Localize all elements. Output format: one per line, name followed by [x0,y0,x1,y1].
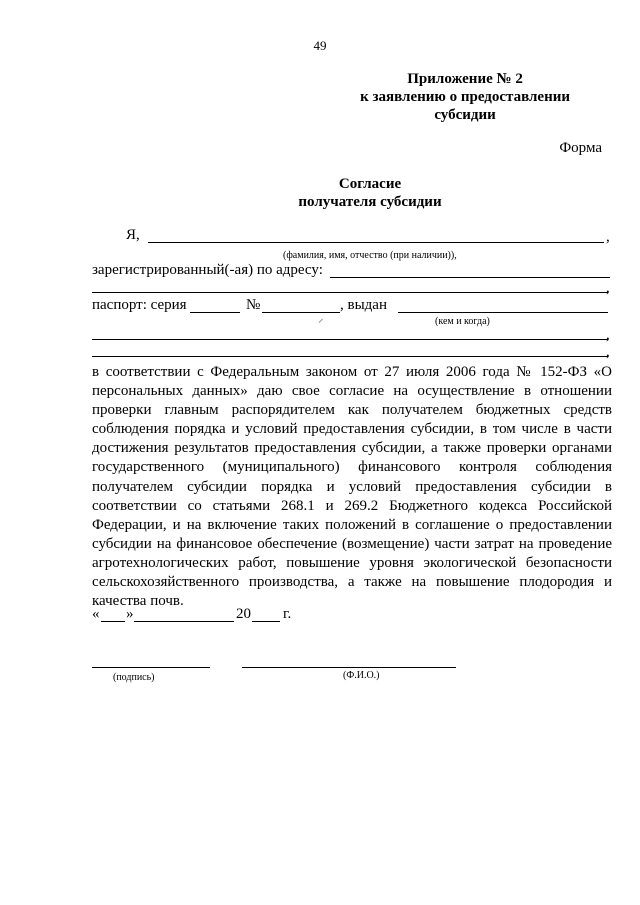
fio-signature-input-line[interactable] [242,667,456,668]
title-line-1: Согласие [338,176,402,192]
consent-body-text [92,363,612,611]
issued-by-input-line-2[interactable] [92,339,608,340]
consent-paragraph: в соответствии с Федеральным законом от 27 июля 2006 года № 152-ФЗ «О персональных данных» даю свое согласие на осуществление в отношении проверки главным распорядителем как получателем бюджетных средств соблюдения порядка и условий предоставления субсидии, в том числе в части достижения результатов предоставления субсидии, а также проверки органами государственного (муниципального) финансового контроля соблюдения получателем субсидии порядка и условий предоставления субсидии в соответствии со статьями 268.1 и 269.2 Бюджетного кодекса Российской Федерации, и на включение таких положений в соглашение о предоставлении субсидии на финансовое обеспечение (возмещение) части затрат на проведение агротехнологических работ, повышение уровня экологической безопасности сельскохозяйственного производства, а также на повышение плодородия и качества почв. [92,364,612,610]
passport-series-input-line[interactable] [190,312,240,313]
document-title [0,175,640,211]
registered-label: зарегистрированный(-ая) по адресу: [92,262,323,278]
address-input-line-1[interactable] [330,277,610,278]
date-month-input-line[interactable] [134,621,234,622]
appendix-header [360,70,570,124]
issued-hint: (кем и когда) [435,316,490,327]
passport-number-label: № [246,297,261,313]
title-line-2: получателя субсидии [298,194,442,210]
address-comma: , [606,280,610,296]
fio-hint: (фамилия, имя, отчество (при наличии)), [283,250,457,261]
appendix-line-1: Приложение № 2 [407,71,523,87]
date-year-suffix: г. [283,606,292,622]
scan-mark: ⸝ [318,313,324,325]
date-year-prefix: 20 [236,606,251,622]
issued-comma-1: , [606,327,610,343]
appendix-line-2: к заявлению о предоставлении [360,89,570,105]
date-open-quote: « [92,606,100,622]
fio-comma: , [606,229,610,245]
passport-series-label: паспорт: серия [92,297,187,313]
form-label: Форма [559,140,602,156]
issued-by-input-line-3[interactable] [92,356,608,357]
fio-signature-hint: (Ф.И.О.) [343,670,380,681]
issued-comma-2: , [606,344,610,360]
passport-number-input-line[interactable] [262,312,340,313]
issued-by-input-line[interactable] [398,312,608,313]
date-year-input-line[interactable] [252,621,280,622]
signature-input-line[interactable] [92,667,210,668]
page-number: 49 [313,38,327,53]
signature-hint: (подпись) [113,672,155,683]
fio-input-line[interactable] [148,242,604,243]
date-day-input-line[interactable] [101,621,125,622]
date-close-quote: » [126,606,134,622]
ya-label: Я, [126,227,140,243]
address-input-line-2[interactable] [92,292,608,293]
issued-label: , выдан [340,297,387,313]
appendix-line-3: субсидии [434,107,496,123]
